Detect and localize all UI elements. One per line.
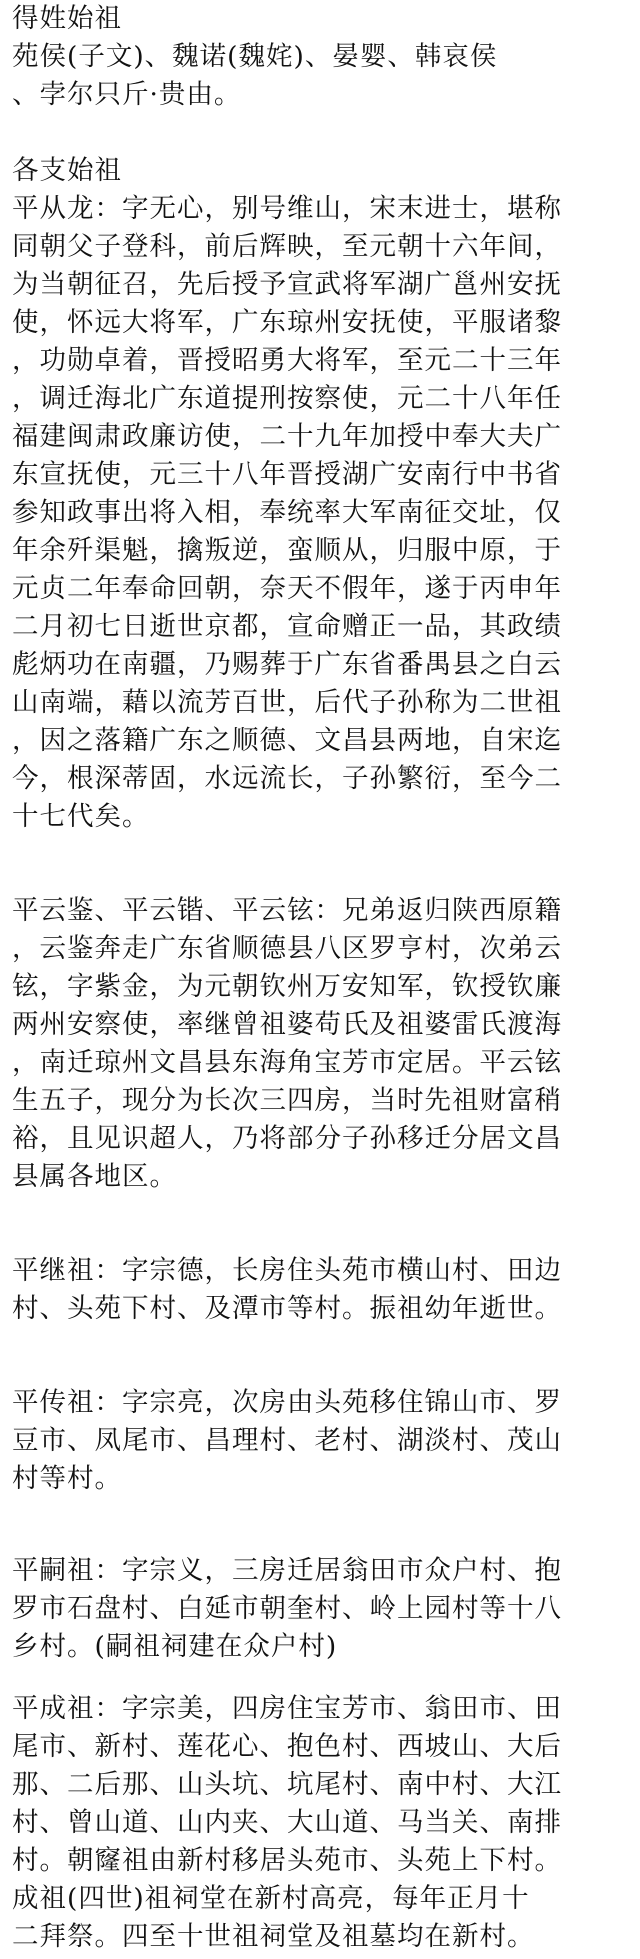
text-line: 参知政事出将入相，奉统率大军南征交址，仅 [12,497,562,528]
text-line: 罗市石盘村、白延市朝奎村、岭上园村等十八 [12,1593,562,1624]
section-heading-branch-ancestor: 各支始祖 [12,155,122,186]
text-line: ，因之落籍广东之顺德、文昌县两地，自宋迄 [12,725,562,756]
text-line: 、孛尔只斤·贵由。 [12,79,242,110]
text-line: 同朝父子登科，前后辉映，至元朝十六年间， [12,231,562,262]
text-line: 乡村。(嗣祖祠建在众户村) [12,1631,338,1662]
text-line: 彪炳功在南疆，乃赐葬于广东省番禺县之白云 [12,649,562,680]
text-line: 平继祖：字宗德，长房住头苑市横山村、田边 [12,1255,562,1286]
text-line: 尾市、新村、莲花心、抱色村、西坡山、大后 [12,1731,562,1762]
text-line: 成祖(四世)祖祠堂在新村高亮，每年正月十 [12,1883,530,1914]
text-line: 平云鉴、平云锴、平云铉：兄弟返归陕西原籍 [12,895,562,926]
text-line: 县属各地区。 [12,1161,177,1192]
text-line: 元贞二年奉命回朝，奈天不假年，遂于丙申年 [12,573,562,604]
text-line: ，功勋卓着，晋授昭勇大将军，至元二十三年 [12,345,562,376]
text-line: 村、头苑下村、及潭市等村。振祖幼年逝世。 [12,1293,562,1324]
text-line: 平成祖：字宗美，四房住宝芳市、翁田市、田 [12,1693,562,1724]
text-line: 村、曾山道、山内夹、大山道、马当关、南排 [12,1807,562,1838]
text-line: 平传祖：字宗亮，次房由头苑移住锦山市、罗 [12,1387,562,1418]
text-line: 为当朝征召，先后授予宣武将军湖广邕州安抚 [12,269,562,300]
text-line: 东宣抚使，元三十八年晋授湖广安南行中书省 [12,459,562,490]
section-heading-surname-ancestor: 得姓始祖 [12,3,122,34]
text-line: ，南迁琼州文昌县东海角宝芳市定居。平云铉 [12,1047,562,1078]
text-line: 二拜祭。四至十世祖祠堂及祖墓均在新村。 [12,1921,535,1952]
text-line: 裕，且见识超人，乃将部分子孙移迁分居文昌 [12,1123,562,1154]
text-line: 苑侯(子文)、魏诺(魏姹)、晏婴、韩哀侯 [12,41,498,72]
text-line: 年余歼渠魁，擒叛逆，蛮顺从，归服中原，于 [12,535,562,566]
text-line: ，调迁海北广东道提刑按察使，元二十八年任 [12,383,562,414]
text-line: 福建闽肃政廉访使，二十九年加授中奉大夫广 [12,421,562,452]
text-line: 平从龙：字无心，别号维山，宋末进士，堪称 [12,193,562,224]
text-line: 村。朝窿祖由新村移居头苑市、头苑上下村。 [12,1845,562,1876]
text-line: 二月初七日逝世京都，宣命赠正一品，其政绩 [12,611,562,642]
text-line: 铉，字紫金，为元朝钦州万安知军，钦授钦廉 [12,971,562,1002]
text-line: 十七代矣。 [12,801,150,832]
text-line: 那、二后那、山头坑、坑尾村、南中村、大江 [12,1769,562,1800]
text-line: 生五子，现分为长次三四房，当时先祖财富稍 [12,1085,562,1116]
text-line: 村等村。 [12,1463,122,1494]
text-line: 两州安察使，率继曾祖婆苟氏及祖婆雷氏渡海 [12,1009,562,1040]
text-line: 平嗣祖：字宗义，三房迁居翁田市众户村、抱 [12,1555,562,1586]
text-line: 今，根深蒂固，水远流长，子孙繁衍，至今二 [12,763,562,794]
text-line: 山南端，藉以流芳百世，后代子孙称为二世祖 [12,687,562,718]
text-line: 使，怀远大将军，广东琼州安抚使，平服诸黎 [12,307,562,338]
text-line: 豆市、凤尾市、昌理村、老村、湖淡村、茂山 [12,1425,562,1456]
text-line: ，云鉴奔走广东省顺德县八区罗亨村，次弟云 [12,933,562,964]
